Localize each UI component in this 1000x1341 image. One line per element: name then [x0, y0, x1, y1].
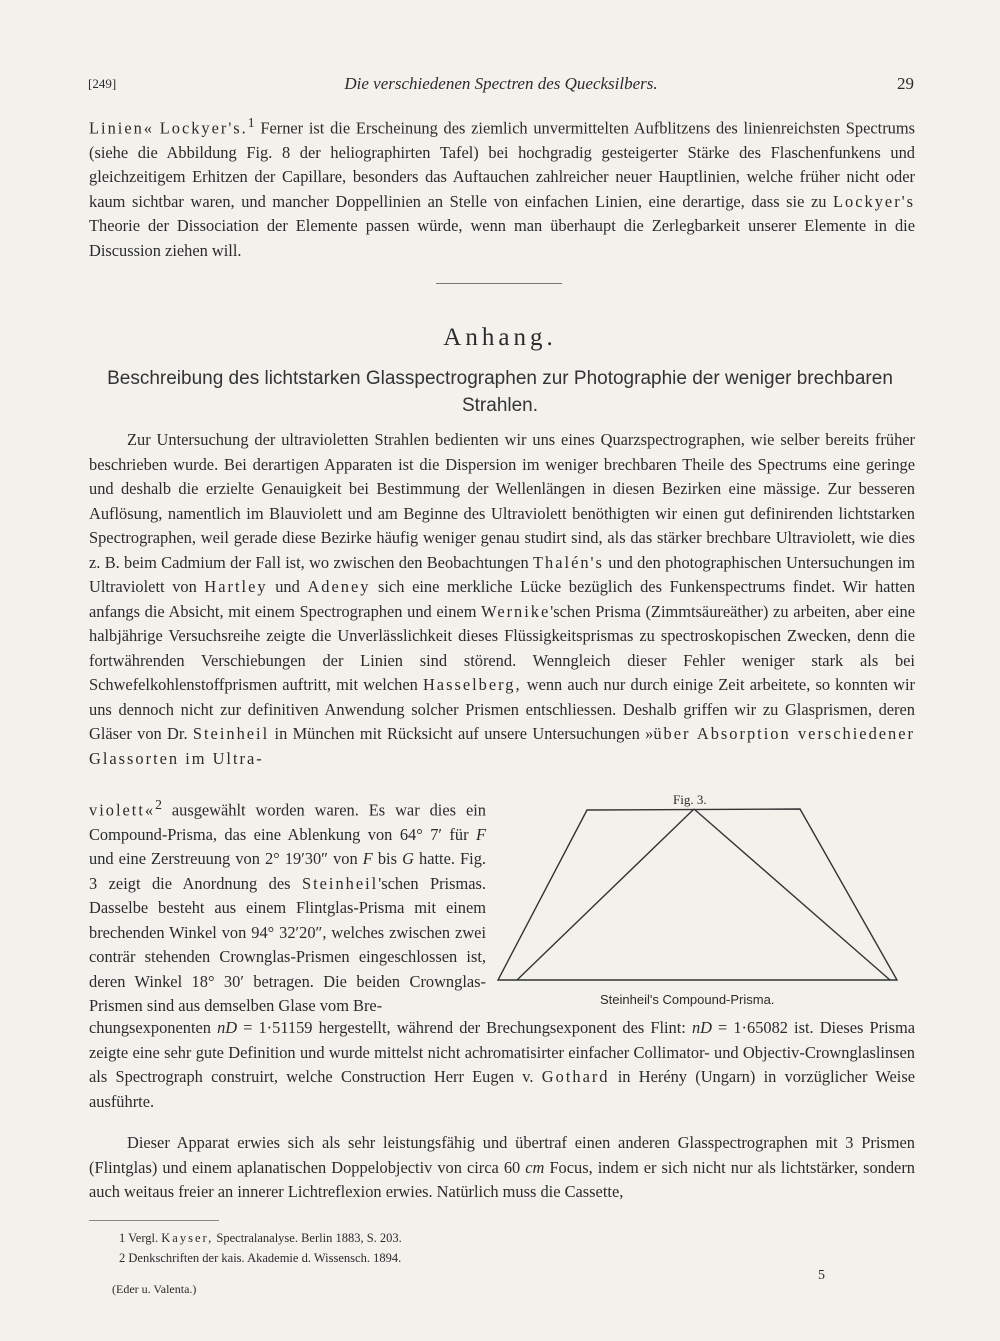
- refractive-index-symbol: nD: [217, 1018, 238, 1037]
- text-segment: Ferner ist die Erscheinung des ziemlich unvermittelten Aufblitzens des linienreichsten Spectrums (siehe die Abbildung Fig. 8 der heliographirten Tafel) bei hochgradig gesteigerter Stärke des Flaschenfunkens und gleichzeitigem Erhitzen der Capillare, besonders das Auftauchen zahlreicher neuer Hauptlinien, welche früher nicht oder kaum sichtbar waren, und mancher Doppellinien an Stelle von einfachen Linien, eine derartige, dass sie zu: [89, 118, 915, 211]
- intro-paragraph: [89, 111, 915, 263]
- footnote-1: [119, 1228, 402, 1248]
- footnote-number: 2: [119, 1251, 126, 1265]
- body-paragraph-1: [89, 428, 915, 771]
- footnote-ref-2: 2: [155, 797, 162, 812]
- author-name-adeney: Adeney: [307, 577, 371, 596]
- text-segment: Dieser Apparat erwies sich als sehr leistungsfähig und übertraf einen anderen Glasspectrographen mit 3 Prismen (Flintglas) und einem aplanatischen Doppelobjectiv von circa 60: [89, 1133, 915, 1177]
- text-segment: Focus, indem er sich nicht nur als lichtstärker, sondern auch weitaus freier an innerer Lichtreflexion erwies. Natürlich muss die Cassette,: [89, 1157, 915, 1201]
- text-segment: und eine Zerstreuung von 2° 19′30″ von: [89, 849, 363, 869]
- text-segment: und: [267, 577, 308, 596]
- text-segment: Vergl.: [125, 1231, 162, 1245]
- text-segment: Linien«: [89, 118, 154, 138]
- text-segment: = 1·65082 ist. Dieses Prisma zeigte eine sehr gute Definition und wurde mittelst nicht achromatisirter einfacher Collimator- und Objectiv-Crownglaslinsen als Spectrograph construirt, welche Construction Herr Eugen v.: [89, 1018, 915, 1086]
- text-segment: hatte. Fig. 3 zeigt die Anordnung des: [89, 849, 486, 893]
- text-segment: 'schen Prismas. Dasselbe besteht aus einem Flintglas-Prisma mit einem brechenden Winkel von 94° 32′20″, welches zwischen zwei conträr stehenden Crownglas-Prismen eingeschlossen ist, deren Winkel 18° 30′ betragen. Die beiden Crownglas-Prismen sind aus demselben Glase vom Bre-: [89, 873, 486, 1016]
- text-segment: Zur Untersuchung der ultravioletten Strahlen bedienten wir uns eines Quarzspectrographen, wie selber bereits früher beschrieben wurde. Bei derartigen Apparaten ist die Dispersion im weniger brechbaren Theile des Spectrums eine geringe und deshalb die erzielte Genauigkeit bei Bestimmung der Wellenlängen in diesen Bezirken eine mässige. Zur besseren Auflösung, namentlich im Blauviolett und am Beginne des Ultraviolett benöthigten wir einen gut definirenden lichtstarken Spectrographen, weil gerade diese Bezirke häufig weniger genau studirt sind, als das stärker brechbare Ultraviolett, wie dies z. B. beim Cadmium der Fall ist, wo zwischen den Beobachtungen: [89, 430, 915, 572]
- author-name-lockyer: Lockyer's: [833, 191, 915, 211]
- text-segment: wenn auch nur durch einige Zeit arbeitete, so konnten wir uns dennoch nicht zur definitiven Anwendung solcher Prismen entschliessen. Deshalb griffen wir zu Glasprismen, deren Gläser von Dr.: [89, 675, 916, 743]
- text-segment: Spectralanalyse. Berlin 1883, S. 203.: [213, 1231, 402, 1245]
- text-segment: ausgewählt worden waren. Es war dies ein Compound-Prisma, das eine Ablenkung von 64° 7′ für: [89, 800, 486, 844]
- unit-cm: cm: [525, 1157, 545, 1177]
- text-segment: Denkschriften der kais. Akademie d. Wissensch. 1894.: [125, 1251, 402, 1265]
- footnote-ref-1: 1: [247, 115, 255, 130]
- author-name-hartley: Hartley: [204, 577, 268, 596]
- text-segment: = 1·51159 hergestellt, während der Brechungsexponent des Flint:: [237, 1018, 692, 1037]
- signature-number: 5: [818, 1268, 825, 1283]
- appendix-heading: Anhang.: [443, 324, 557, 351]
- text-segment: Theorie der Dissociation der Elemente passen würde, wenn man überhaupt die Zerlegbarkeit unserer Elemente in die Discussion ziehen will.: [89, 216, 915, 260]
- symbol-f: F: [362, 849, 373, 869]
- refractive-index-symbol: nD: [691, 1018, 712, 1037]
- running-title: Die verschiedenen Spectren des Quecksilbers.: [344, 74, 658, 93]
- author-name-lockyer: Lockyer's.: [159, 118, 248, 138]
- text-segment: und den photographischen Untersuchungen im Ultraviolett von: [89, 552, 915, 596]
- footnote-2: [119, 1248, 402, 1268]
- cited-title: über Absorption verschiedener Glassorten im Ultra-: [89, 724, 915, 768]
- footnote-number: 1: [119, 1231, 126, 1245]
- text-segment: bis: [372, 849, 403, 869]
- author-name-gothard: Gothard: [541, 1067, 610, 1086]
- symbol-g: G: [402, 849, 414, 869]
- section-divider: [436, 283, 562, 284]
- author-name-hasselberg: Hasselberg,: [422, 675, 522, 694]
- body-paragraph-4: [89, 1131, 915, 1205]
- figure-3: [495, 792, 900, 1012]
- page-reference: [249]: [88, 76, 117, 91]
- text-segment: chungsexponenten: [89, 1018, 218, 1037]
- figure-label: Fig. 3.: [673, 792, 707, 807]
- appendix-subheading: Beschreibung des lichtstarken Glasspectrographen zur Photographie der weniger brechbaren Strahlen.: [107, 368, 893, 416]
- text-segment: in München mit Rücksicht auf unsere Untersuchungen »: [269, 724, 654, 743]
- running-header: [88, 74, 914, 98]
- signature-line: (Eder u. Valenta.): [112, 1282, 197, 1296]
- flint-right-edge: [694, 809, 890, 980]
- prism-outline: [498, 809, 897, 980]
- body-paragraph-2: [89, 793, 486, 1019]
- page-number: 29: [897, 74, 914, 93]
- text-segment: sich eine merkliche Lücke bezüglich des Funkenspectrums findet. Wir hatten anfangs die Absicht, mit einem Spectrographen und einem: [89, 577, 916, 621]
- author-name-thalen: Thalén's: [533, 552, 604, 572]
- author-name-steinheil: Steinheil: [301, 873, 379, 893]
- figure-caption: Steinheil's Compound-Prisma.: [600, 992, 775, 1007]
- author-name-wernike: Wernike: [481, 601, 551, 621]
- author-name-kayser: Kayser,: [161, 1231, 214, 1245]
- footnotes: [119, 1228, 402, 1268]
- symbol-f: F: [475, 824, 486, 844]
- cited-title-end: violett«: [89, 800, 156, 820]
- footnote-divider: [89, 1220, 219, 1221]
- compound-prism-diagram: [495, 806, 900, 991]
- text-segment: in Herény (Ungarn) in vorzüglicher Weise ausführte.: [89, 1067, 916, 1111]
- author-name-steinheil: Steinheil: [192, 724, 270, 743]
- text-segment: 'schen Prisma (Zimmtsäureäther) zu arbeiten, aber eine halbjährige Versuchsreihe zeigte die Unverlässlichkeit dieses Flüssigkeitsprismas zu spectroskopischen Zwecken, denn die fortwährenden Verschiebungen der Linien sind störend. Wenngleich dieser Fehler weniger stark als bei Schwefelkohlenstoffprismen auftritt, mit welchen: [89, 601, 915, 694]
- body-paragraph-3: [89, 1016, 915, 1114]
